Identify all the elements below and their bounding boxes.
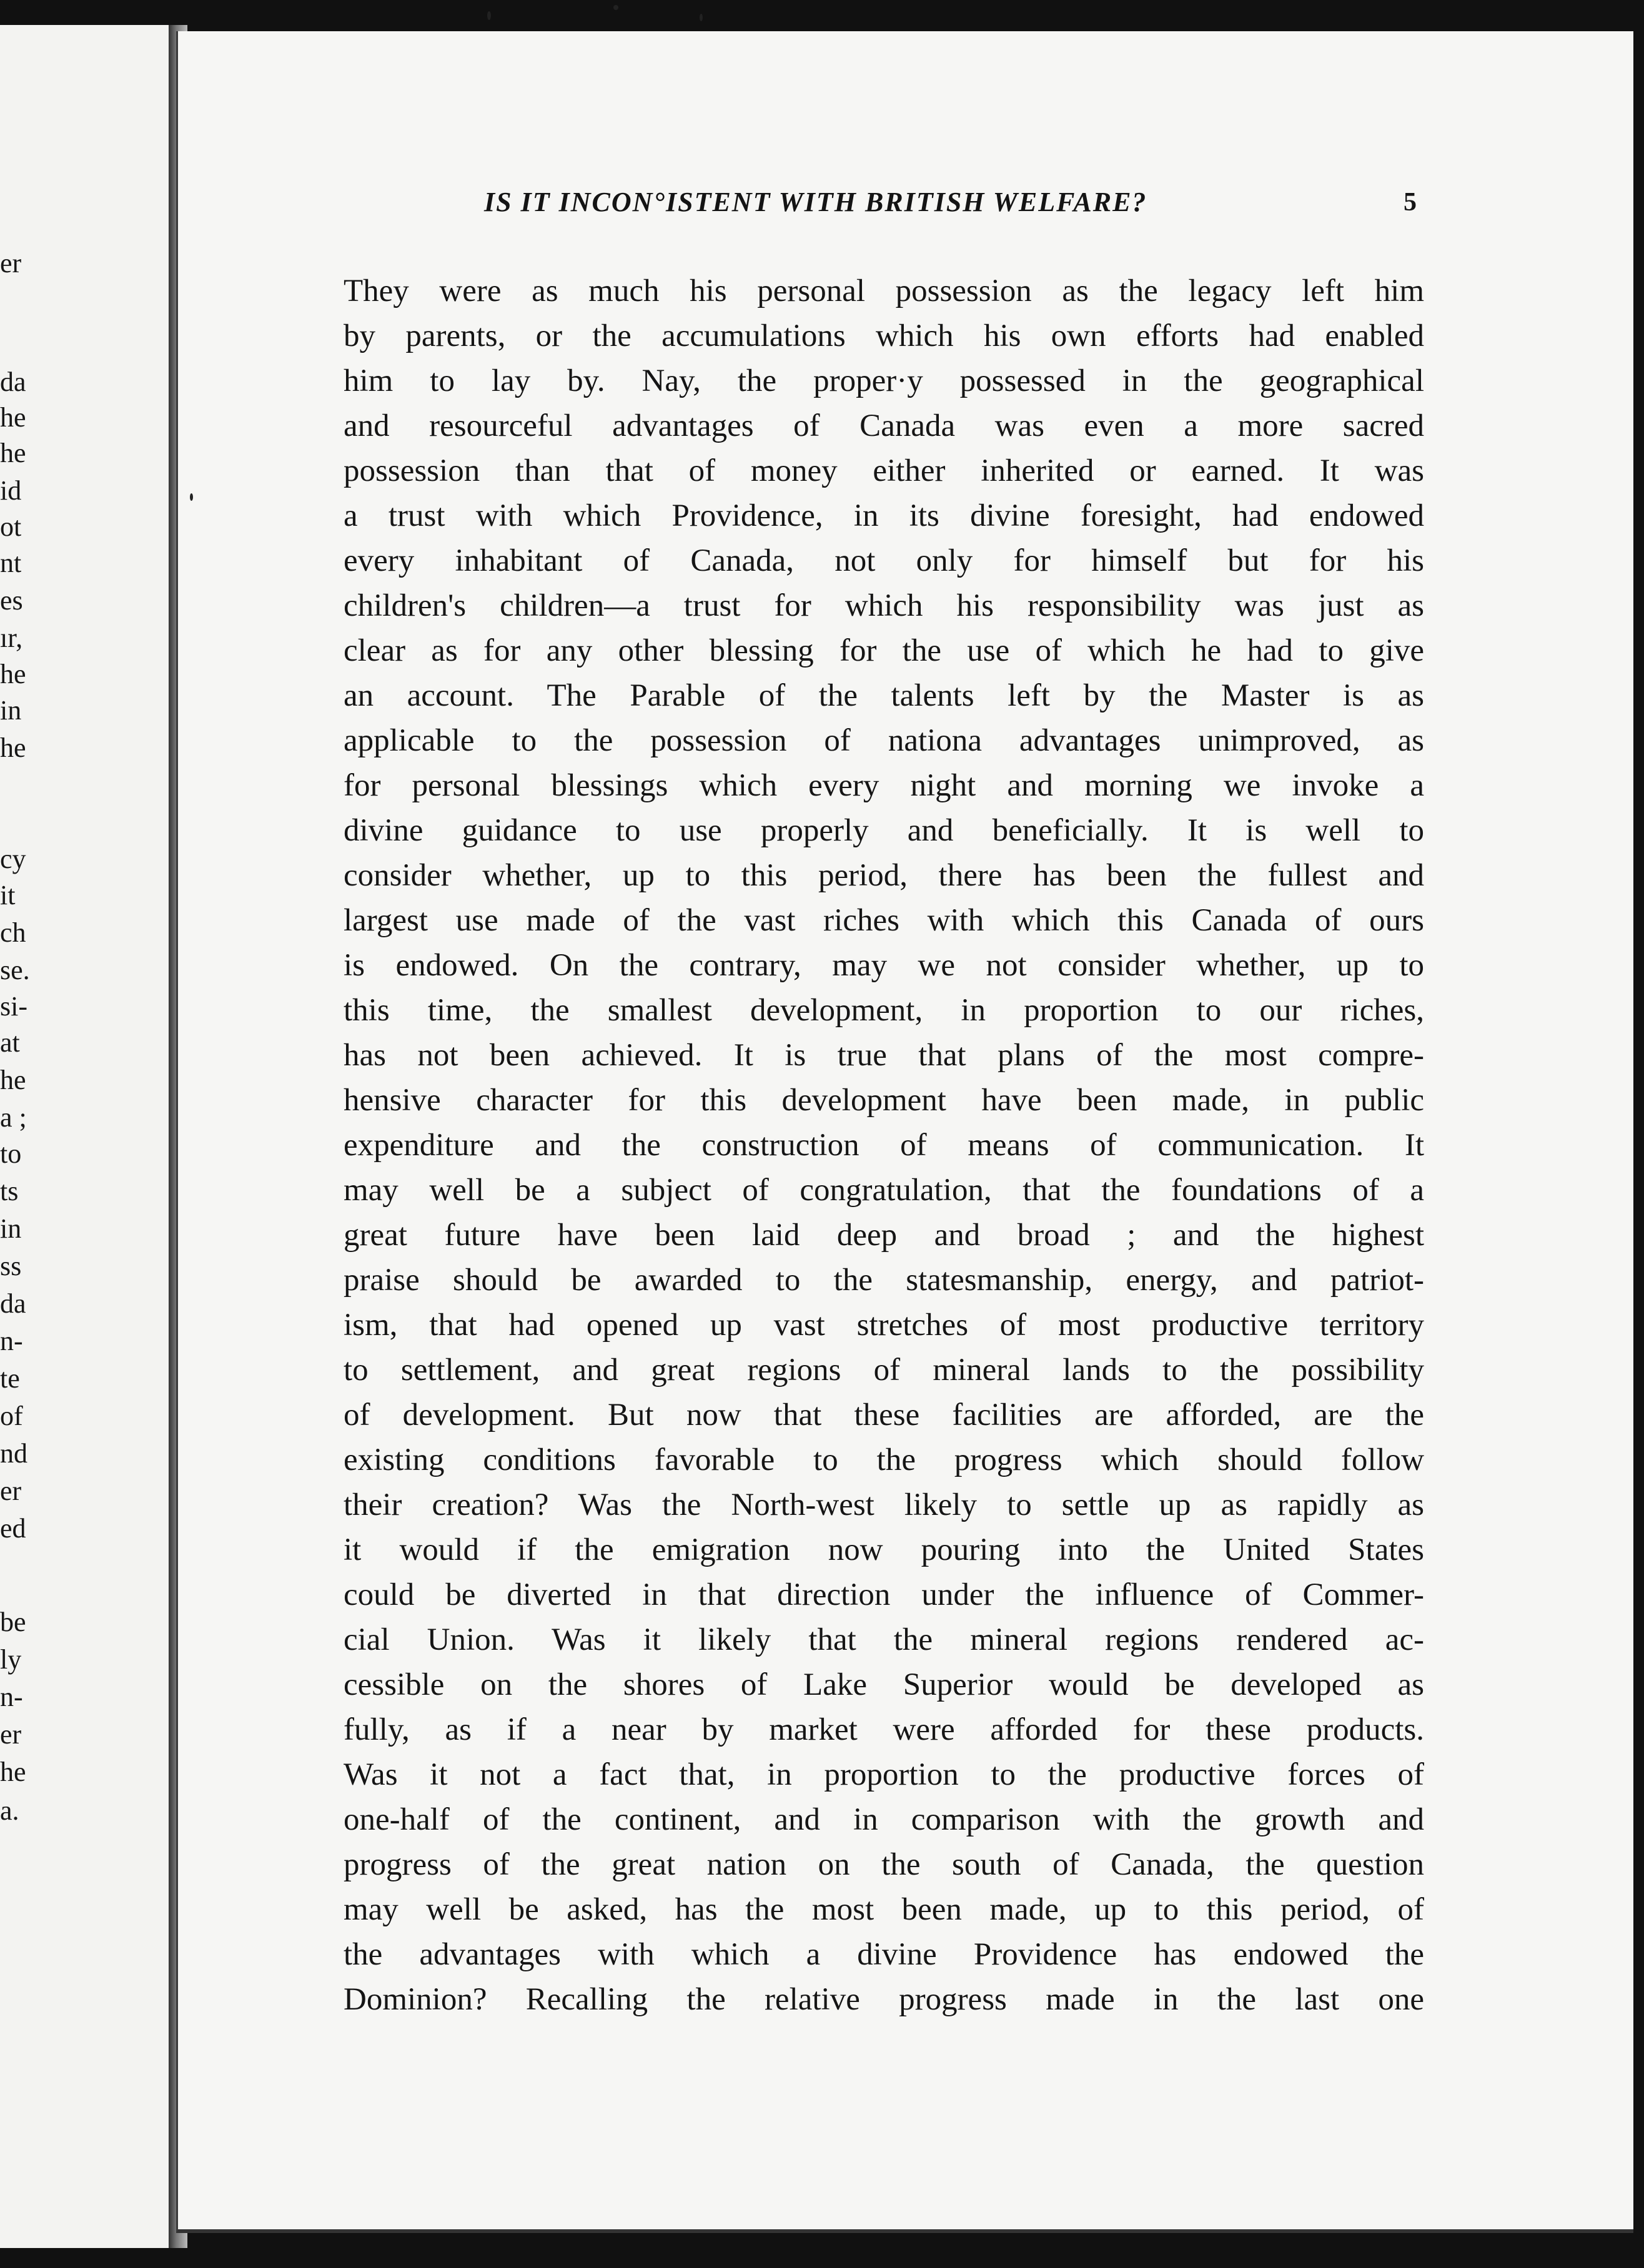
text-line: cial Union. Was it likely that the mineral regions rendered ac-: [344, 1622, 1424, 1657]
facing-page-text-fragment: n-: [0, 1682, 23, 1712]
text-line: may well be a subject of congratulation, that the foundations of a: [344, 1173, 1424, 1208]
facing-page-text-fragment: in: [0, 695, 22, 726]
facing-page-text-fragment: a ;: [0, 1102, 27, 1133]
facing-page-text-fragment: he: [0, 1065, 26, 1095]
text-line: possession than that of money either inherited or earned. It was: [344, 453, 1424, 488]
page-number: 5: [1404, 188, 1417, 217]
facing-page-text-fragment: nd: [0, 1438, 27, 1469]
text-line: for personal blessings which every night and morning we invoke a: [344, 768, 1424, 803]
text-line: this time, the smallest development, in proportion to our riches,: [344, 993, 1424, 1028]
facing-page-text-fragment: a.: [0, 1795, 19, 1826]
text-line: They were as much his personal possession as the legacy left him: [344, 274, 1424, 308]
facing-page-text-fragment: ot: [0, 511, 22, 542]
text-line: their creation? Was the North-west likely to settle up as rapidly as: [344, 1487, 1424, 1522]
scan-speck: [190, 493, 193, 501]
text-line: cessible on the shores of Lake Superior would be developed as: [344, 1667, 1424, 1702]
facing-page-text-fragment: es: [0, 585, 23, 616]
text-line: him to lay by. Nay, the proper·y possessed in the geographical: [344, 363, 1424, 398]
text-line: every inhabitant of Canada, not only for himself but for his: [344, 543, 1424, 578]
facing-page-text-fragment: id: [0, 475, 22, 506]
text-line: praise should be awarded to the statesmanship, energy, and patriot-: [344, 1263, 1424, 1298]
text-line: hensive character for this development have been made, in public: [344, 1083, 1424, 1118]
text-line: a trust with which Providence, in its divine foresight, had endowed: [344, 498, 1424, 533]
text-line: is endowed. On the contrary, may we not consider whether, up to: [344, 948, 1424, 983]
facing-page-text-fragment: da: [0, 1288, 26, 1319]
body-text: [344, 269, 1424, 2022]
text-line: fully, as if a near by market were afforded for these products.: [344, 1712, 1424, 1747]
facing-page-text-fragment: to: [0, 1138, 22, 1169]
text-line: expenditure and the construction of means of communication. It: [344, 1128, 1424, 1163]
text-line: largest use made of the vast riches with which this Canada of ours: [344, 903, 1424, 938]
facing-page-text-fragment: be: [0, 1607, 26, 1637]
text-line: Dominion? Recalling the relative progress made in the last one: [344, 1982, 1424, 2017]
facing-page-fragment: [0, 25, 171, 2248]
text-line: clear as for any other blessing for the use of which he had to give: [344, 633, 1424, 668]
facing-page-text-fragment: he: [0, 659, 26, 689]
text-line: divine guidance to use properly and beneficially. It is well to: [344, 813, 1424, 848]
facing-page-text-fragment: si-: [0, 991, 27, 1022]
text-line: could be diverted in that direction under the influence of Commer-: [344, 1577, 1424, 1612]
text-line: the advantages with which a divine Providence has endowed the: [344, 1937, 1424, 1972]
scan-speck: [613, 5, 618, 10]
facing-page-text-fragment: it: [0, 880, 16, 910]
text-line: by parents, or the accumulations which his own efforts had enabled: [344, 318, 1424, 353]
text-line: existing conditions favorable to the progress which should follow: [344, 1442, 1424, 1477]
facing-page-text-fragment: he: [0, 438, 26, 468]
facing-page-text-fragment: he: [0, 402, 26, 433]
facing-page-text-fragment: er: [0, 248, 22, 279]
text-line: one-half of the continent, and in comparison with the growth and: [344, 1802, 1424, 1837]
scan-speck: [700, 14, 703, 21]
facing-page-text-fragment: in: [0, 1213, 22, 1244]
facing-page-text-fragment: ch: [0, 917, 26, 948]
text-line: of development. But now that these facilities are afforded, are the: [344, 1398, 1424, 1432]
text-line: and resourceful advantages of Canada was even a more sacred: [344, 408, 1424, 443]
facing-page-text-fragment: se.: [0, 955, 30, 985]
facing-page-text-fragment: he: [0, 732, 26, 763]
facing-page-text-fragment: er: [0, 1719, 22, 1750]
text-line: to settlement, and great regions of mineral lands to the possibility: [344, 1353, 1424, 1388]
text-line: has not been achieved. It is true that plans of the most compre-: [344, 1038, 1424, 1073]
text-line: Was it not a fact that, in proportion to the productive forces of: [344, 1757, 1424, 1792]
text-line: progress of the great nation on the south of Canada, the question: [344, 1847, 1424, 1882]
text-line: applicable to the possession of nationa advantages unimproved, as: [344, 723, 1424, 758]
facing-page-text-fragment: he: [0, 1757, 26, 1787]
text-line: children's children—a trust for which his responsibility was just as: [344, 588, 1424, 623]
facing-page-text-fragment: of: [0, 1401, 23, 1431]
facing-page-text-fragment: te: [0, 1363, 20, 1394]
facing-page-text-fragment: cy: [0, 844, 26, 874]
facing-page-text-fragment: ts: [0, 1176, 19, 1206]
scan-speck: [487, 11, 491, 20]
running-head: IS IT INCON°ISTENT WITH BRITISH WELFARE?: [484, 187, 1147, 217]
facing-page-text-fragment: at: [0, 1027, 20, 1058]
text-line: consider whether, up to this period, there has been the fullest and: [344, 858, 1424, 893]
facing-page-text-fragment: nt: [0, 548, 22, 578]
facing-page-text-fragment: ed: [0, 1513, 26, 1544]
facing-page-text-fragment: ly: [0, 1644, 22, 1675]
text-line: it would if the emigration now pouring into the United States: [344, 1532, 1424, 1567]
facing-page-text-fragment: ss: [0, 1251, 22, 1281]
text-line: may well be asked, has the most been made, up to this period, of: [344, 1892, 1424, 1927]
facing-page-text-fragment: n-: [0, 1326, 23, 1356]
text-line: an account. The Parable of the talents left by the Master is as: [344, 678, 1424, 713]
facing-page-text-fragment: ır,: [0, 623, 23, 653]
text-line: great future have been laid deep and broad ; and the highest: [344, 1218, 1424, 1253]
book-page: [176, 31, 1633, 2233]
text-line: ism, that had opened up vast stretches of most productive territory: [344, 1308, 1424, 1343]
facing-page-text-fragment: da: [0, 367, 26, 397]
facing-page-text-fragment: er: [0, 1476, 22, 1506]
